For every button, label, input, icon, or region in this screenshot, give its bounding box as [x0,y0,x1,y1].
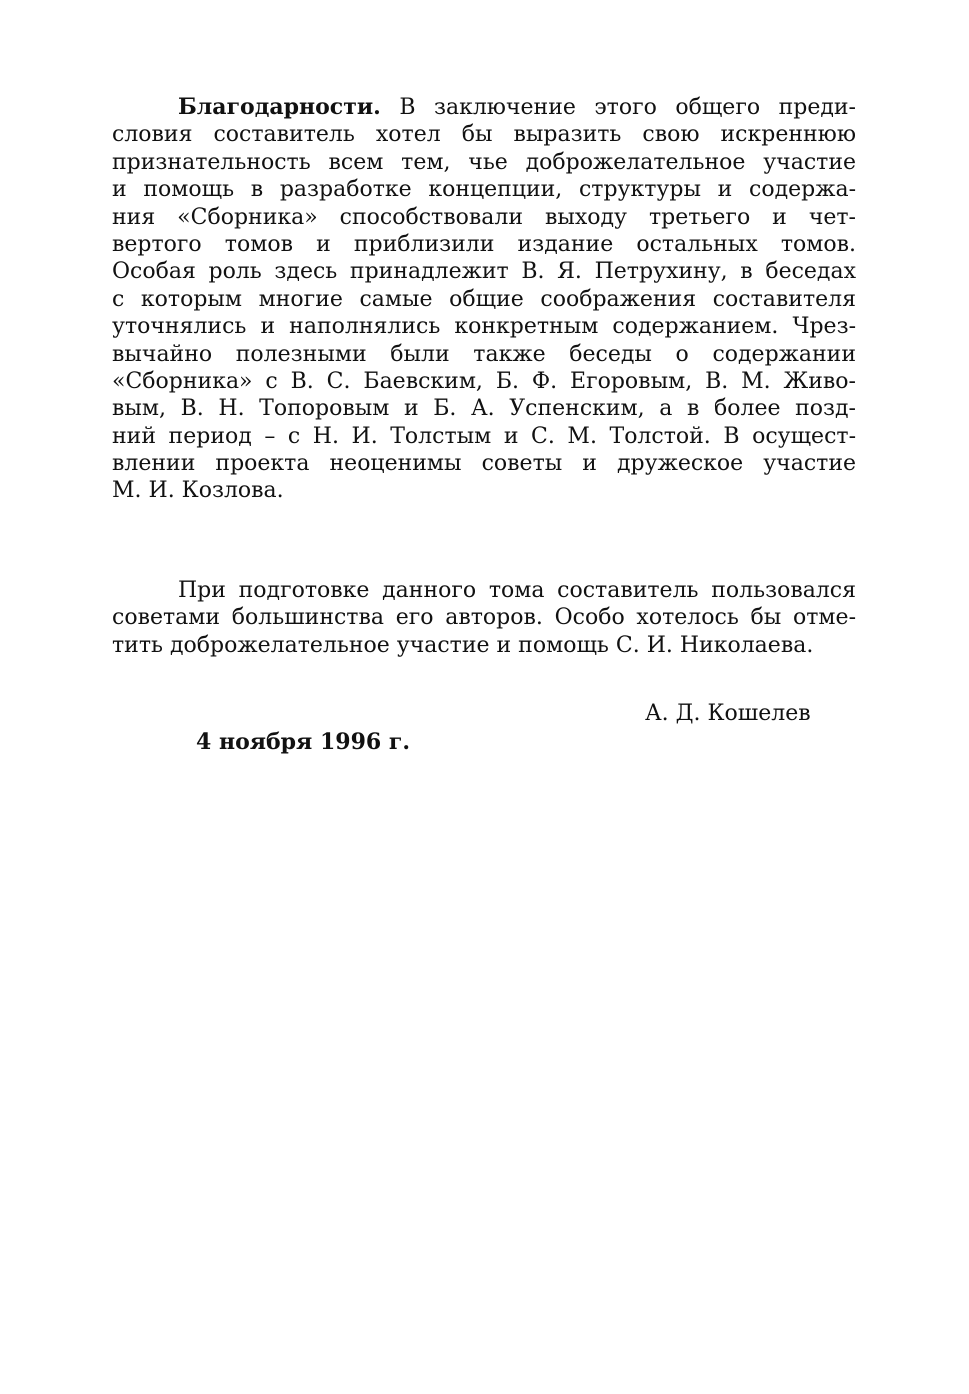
paragraph-line: и помощь в разработке концепции, структуры и содержа- [112,177,856,203]
paragraph-line: словия составитель хотел бы выразить свою искреннюю [112,122,856,148]
paragraph-line: советами большинства его авторов. Особо хотелось бы отме- [112,605,856,631]
paragraph-line: Особая роль здесь принадлежит В. Я. Петрухину, в беседах [112,259,856,285]
paragraph-line: вым, В. Н. Топоровым и Б. А. Успенским, а в более позд- [112,396,856,422]
acknowledgements-heading: Благодарности. [178,94,381,120]
paragraph-line: признательность всем тем, чье доброжелательное участие [112,149,856,175]
paragraph-line: «Сборника» с В. С. Баевским, Б. Ф. Егоровым, В. М. Живо- [112,368,856,394]
paragraph-line: вертого томов и приблизили издание остальных томов. [112,231,856,257]
paragraph-line: вычайно полезными были также беседы о содержании [112,341,856,367]
paragraph-line: с которым многие самые общие соображения составителя [112,286,856,312]
paragraph-line: При подготовке данного тома составитель пользовался [178,578,856,603]
paragraph-line: ния «Сборника» способствовали выходу третьего и чет- [112,204,856,230]
acknowledgements-paragraph [112,94,856,505]
paragraph-line: тить доброжелательное участие и помощь С. И. Николаева. [112,632,814,658]
author-signature: А. Д. Кошелев [645,701,811,726]
document-date: 4 ноября 1996 г. [196,729,410,755]
paragraph-line: М. И. Козлова. [112,478,284,504]
paragraph-line: ний период – с Н. И. Толстым и С. М. Толстой. В осущест- [112,423,856,449]
line-text: В заключение этого общего преди- [399,95,856,120]
paragraph-line [112,94,856,121]
paragraph-line: влении проекта неоценимы советы и дружеское участие [112,451,856,477]
volume-note-paragraph [112,577,856,659]
paragraph-line: уточнялись и наполнялись конкретным содержанием. Чрез- [112,314,856,340]
